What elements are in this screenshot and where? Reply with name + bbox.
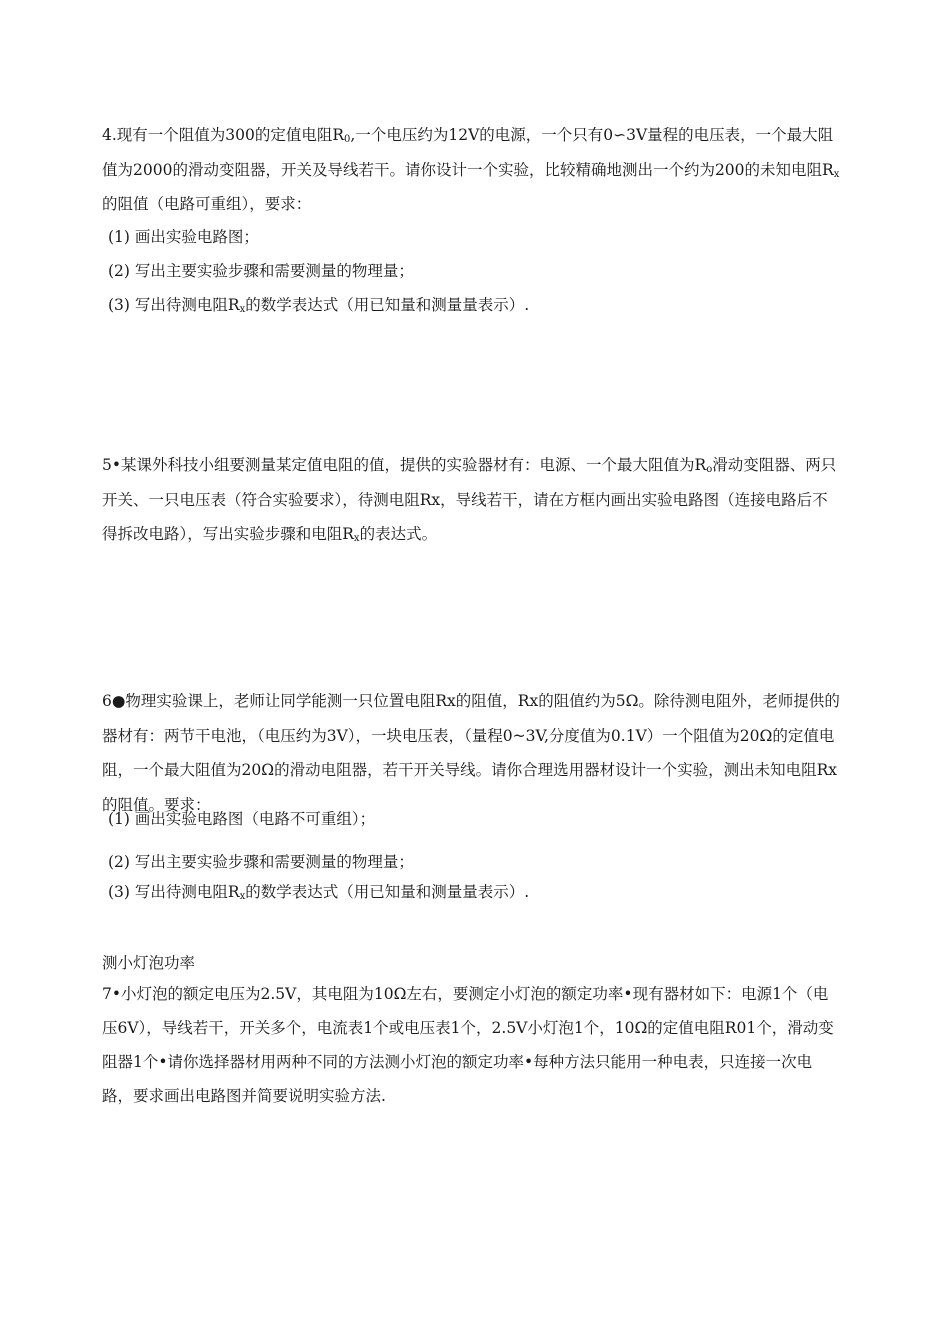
q4-requirement-2: (2) 写出主要实验步骤和需要测量的物理量； bbox=[108, 262, 414, 280]
q4-req3-part-a: (3) 写出待测电阻R bbox=[108, 296, 240, 314]
q4-requirement-1: (1) 画出实验电路图； bbox=[108, 228, 259, 246]
q6-requirement-1: (1) 画出实验电路图（电路不可重组）； bbox=[108, 810, 376, 828]
q4-requirement-3 bbox=[108, 293, 838, 315]
q5-subscript-b: x bbox=[353, 533, 360, 544]
q4-subscript-a: 0 bbox=[344, 134, 351, 145]
q6-requirement-2: (2) 写出主要实验步骤和需要测量的物理量； bbox=[108, 853, 414, 871]
q5-text-part-c: 的表达式。 bbox=[359, 525, 438, 543]
q5-text-part-b: 滑动变阻器、两只开关、一只电压表（符合实验要求），待测电阻Rx，导线若干，请在方框内画出实验电路图（连接电路后不得拆改电路），写出实验步骤和电阻R bbox=[102, 456, 837, 543]
q5-subscript-a: o bbox=[706, 464, 713, 475]
q4-text-part-c: 的阻值（电路可重组），要求： bbox=[102, 195, 312, 213]
question-7-text: 7•小灯泡的额定电压为2.5V，其电阻为10Ω左右，要测定小灯泡的额定功率•现有器材如下：电源1个（电压6V），导线若干，开关多个，电流表1个或电压表1个，2.5V小灯泡1个，10Ω的定值电阻R01个，滑动变阻器1个•请你选择器材用两种不同的方法测小灯泡的额定功率•每种方法只能用一种电表，只连接一次电路，要求画出电路图并简要说明实验方法. bbox=[102, 985, 834, 1105]
q4-req3-subscript: x bbox=[239, 304, 246, 315]
question-5-text bbox=[102, 448, 842, 552]
question-6-text: 6●物理实验课上，老师让同学能测一只位置电阻Rx的阻值，Rx的阻值约为5Ω。除待测电阻外，老师提供的器材有：两节干电池，（电压约为3V），一块电压表，（量程0~3V,分度值为0.1V）一个阻值为20Ω的定值电阻，一个最大阻值为20Ω的滑动电阻器，若干开关导线。请你合理选用器材设计一个实验，测出未知电阻Rx的阻值。要求： bbox=[102, 692, 840, 814]
q4-text-part-a: 4.现有一个阻值为300的定值电阻R bbox=[102, 126, 345, 144]
q6-req3-subscript: x bbox=[239, 891, 246, 902]
q6-req3-part-a: (3) 写出待测电阻R bbox=[108, 883, 240, 901]
section-heading: 测小灯泡功率 bbox=[102, 954, 196, 972]
q4-text-part-b: ,一个电压约为12V的电源，一个只有0∽3V量程的电压表，一个最大阻值为2000的滑动变阻器，开关及导线若干。请你设计一个实验，比较精确地测出一个约为200的未知电阻R bbox=[102, 126, 834, 179]
q4-subscript-b: x bbox=[833, 168, 840, 180]
q4-req3-part-b: 的数学表达式（用已知量和测量量表示）. bbox=[245, 296, 530, 314]
q5-text-part-a: 5•某课外科技小组要测量某定值电阻的值，提供的实验器材有：电源、一个最大阻值为R bbox=[102, 456, 707, 474]
question-4-text bbox=[102, 118, 842, 222]
q6-req3-part-b: 的数学表达式（用已知量和测量量表示）. bbox=[245, 883, 530, 901]
q6-requirement-3 bbox=[108, 880, 838, 902]
